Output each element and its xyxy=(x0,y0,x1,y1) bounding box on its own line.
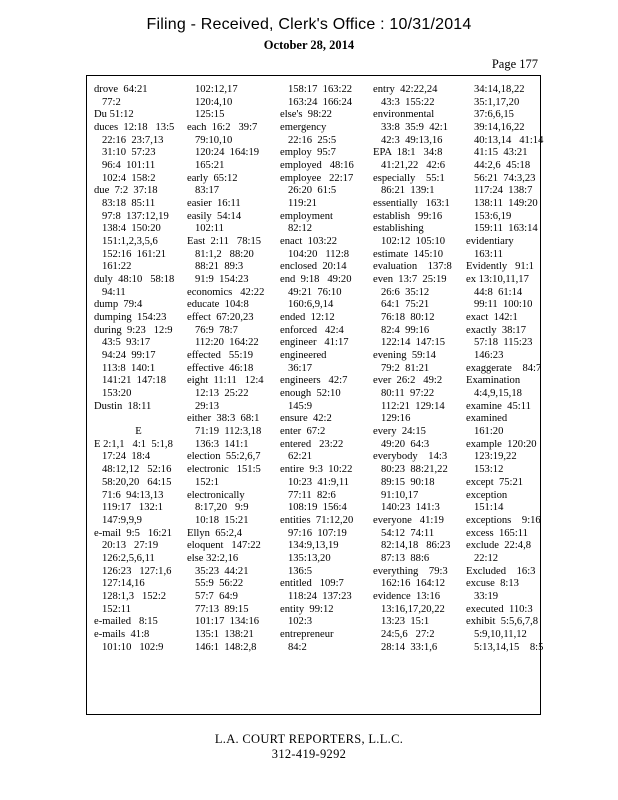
index-line: economics 42:22 xyxy=(187,286,265,298)
index-line: entered 23:22 xyxy=(280,438,344,450)
index-line: 102:12,17 xyxy=(187,84,238,95)
index-line: 20:13 27:19 xyxy=(94,540,159,552)
index-line: 151:14 xyxy=(466,502,504,514)
index-line: 119:17 132:1 xyxy=(94,502,164,514)
index-line: 84:2 xyxy=(280,641,307,653)
index-line: 24:5,6 27:2 xyxy=(373,628,435,640)
index-line: exception xyxy=(466,489,508,501)
index-line: 136:5 xyxy=(280,565,313,577)
index-line: 41:15 43:21 xyxy=(466,147,528,159)
index-column-4 xyxy=(373,84,466,714)
index-line: dump 79:4 xyxy=(94,299,143,311)
index-line: evidence 13:16 xyxy=(373,590,441,602)
index-line: 108:19 156:4 xyxy=(280,502,347,514)
index-line: enact 103:22 xyxy=(280,236,338,248)
index-line: 42:3 49:13,16 xyxy=(373,134,443,146)
index-line: everyone 41:19 xyxy=(373,514,444,526)
index-line: even 13:7 25:19 xyxy=(373,274,447,286)
index-line: 152:11 xyxy=(94,603,131,615)
index-line: 152:1 xyxy=(187,476,220,488)
index-line: 129:16 xyxy=(373,413,411,425)
index-line: 159:11 163:14 xyxy=(466,223,538,235)
index-line: 76:18 80:12 xyxy=(373,312,435,324)
index-line: 127:14,16 xyxy=(94,578,145,590)
index-line: effective 46:18 xyxy=(187,362,254,374)
index-line: exceptions 9:16 xyxy=(466,514,541,526)
index-line: 101:17 134:16 xyxy=(187,616,260,628)
index-line: 13:16,17,20,22 xyxy=(373,603,445,615)
index-line: 36:17 xyxy=(280,362,313,374)
index-line: engineers 42:7 xyxy=(280,375,348,387)
index-line: 29:13 xyxy=(187,400,220,412)
index-line: executed 110:3 xyxy=(466,603,533,615)
index-line: 119:21 xyxy=(280,198,317,210)
index-line: 165:21 xyxy=(187,160,225,172)
index-line: 163:11 xyxy=(466,248,503,260)
index-line: 64:1 75:21 xyxy=(373,299,430,311)
index-line: 43:5 93:17 xyxy=(94,337,151,349)
reporter-phone: 312-419-9292 xyxy=(271,747,347,761)
index-line: 13:23 15:1 xyxy=(373,616,430,628)
index-line: 35:23 44:21 xyxy=(187,565,249,577)
index-line: 81:1,2 88:20 xyxy=(187,248,254,260)
index-line: 153:6,19 xyxy=(466,210,512,222)
index-line: evaluation 137:8 xyxy=(373,261,452,273)
index-line: each 16:2 39:7 xyxy=(187,122,258,134)
index-line: engineered xyxy=(280,350,327,362)
index-line: easier 16:11 xyxy=(187,198,241,210)
index-line: 57:18 115:23 xyxy=(466,337,533,349)
index-line: 125:15 xyxy=(187,109,225,121)
index-line: 49:20 64:3 xyxy=(373,438,430,450)
index-line: 82:12 xyxy=(280,223,313,235)
index-line: environmental xyxy=(373,109,435,121)
index-line: engineer 41:17 xyxy=(280,337,349,349)
index-line: 35:1,17,20 xyxy=(466,96,520,108)
index-line: 102:12 105:10 xyxy=(373,236,446,248)
index-column-3 xyxy=(280,84,373,714)
index-line: 40:13,14 41:14 xyxy=(466,134,544,146)
reporter-company: L.A. COURT REPORTERS, L.L.C. xyxy=(214,732,404,746)
index-line: 62:21 xyxy=(280,451,313,463)
index-line: enforced 42:4 xyxy=(280,324,344,336)
index-line: effect 67:20,23 xyxy=(187,312,254,324)
index-line: exhibit 5:5,6,7,8 xyxy=(466,616,539,628)
index-line: 163:24 166:24 xyxy=(280,96,353,108)
index-line: 10:18 15:21 xyxy=(187,514,249,526)
index-line: establish 99:16 xyxy=(373,210,443,222)
index-line: 94:11 xyxy=(94,286,126,298)
index-line: establishing xyxy=(373,223,424,235)
index-line: 55:9 56:22 xyxy=(187,578,244,590)
index-line: 161:22 xyxy=(94,261,132,273)
index-line: 71:6 94:13,13 xyxy=(94,489,164,501)
index-line: especially 55:1 xyxy=(373,172,445,184)
index-line: 126:2,5,6,11 xyxy=(94,552,155,564)
filing-stamp: Filing - Received, Clerk's Office : 10/31/2014 xyxy=(146,16,472,33)
index-line: ever 26:2 49:2 xyxy=(373,375,443,387)
index-line: 82:4 99:16 xyxy=(373,324,430,336)
index-line: 10:23 41:9,11 xyxy=(280,476,350,488)
index-line: 17:24 18:4 xyxy=(94,451,151,463)
index-line: exclude 22:4,8 xyxy=(466,540,532,552)
index-line: employment xyxy=(280,210,333,222)
index-line: 113:8 140:1 xyxy=(94,362,156,374)
index-line: either 38:3 68:1 xyxy=(187,413,260,425)
index-line: every 24:15 xyxy=(373,426,426,438)
index-line: example 120:20 xyxy=(466,438,537,450)
index-line: 135:13,20 xyxy=(280,552,331,564)
index-line: estimate 145:10 xyxy=(373,248,444,260)
index-line: 5:13,14,15 8:5 xyxy=(466,641,544,653)
index-line: end 9:18 49:20 xyxy=(280,274,352,286)
page-number: Page 177 xyxy=(491,57,538,71)
index-line: essentially 163:1 xyxy=(373,198,450,210)
index-line: 22:16 23:7,13 xyxy=(94,134,164,146)
index-line: entry 42:22,24 xyxy=(373,84,438,95)
index-line: 5:9,10,11,12 xyxy=(466,628,527,640)
index-line: 146:23 xyxy=(466,350,504,362)
index-line: 44:2,6 45:18 xyxy=(466,160,531,172)
index-line: 138:4 150:20 xyxy=(94,223,161,235)
index-line: 112:20 164:22 xyxy=(187,337,259,349)
index-line: 97:8 137:12,19 xyxy=(94,210,169,222)
index-line: 57:7 64:9 xyxy=(187,590,238,602)
index-line: 141:21 147:18 xyxy=(94,375,167,387)
index-column-5 xyxy=(466,84,559,714)
index-column-2 xyxy=(187,84,280,714)
index-line: 88:21 89:3 xyxy=(187,261,244,273)
index-line: 91:10,17 xyxy=(373,489,419,501)
index-line: 146:1 148:2,8 xyxy=(187,641,257,653)
index-line: dumping 154:23 xyxy=(94,312,167,324)
index-line: 49:21 76:10 xyxy=(280,286,342,298)
index-line: 138:11 149:20 xyxy=(466,198,538,210)
index-line: 136:3 141:1 xyxy=(187,438,249,450)
index-line: entities 71:12,20 xyxy=(280,514,354,526)
index-line: 77:11 82:6 xyxy=(280,489,336,501)
index-line: except 75:21 xyxy=(466,476,524,488)
index-line: enclosed 20:14 xyxy=(280,261,347,273)
index-line: 83:18 85:11 xyxy=(94,198,156,210)
index-line: 160:6,9,14 xyxy=(280,299,334,311)
index-line: emergency xyxy=(280,122,327,134)
index-line: 102:11 xyxy=(187,223,224,235)
index-line: 41:21,22 42:6 xyxy=(373,160,446,172)
index-line: else's 98:22 xyxy=(280,109,332,121)
index-line: 117:24 138:7 xyxy=(466,185,533,197)
index-line: employ 95:7 xyxy=(280,147,336,159)
index-line: early 65:12 xyxy=(187,172,238,184)
index-line: easily 54:14 xyxy=(187,210,242,222)
document-date: October 28, 2014 xyxy=(263,38,355,52)
index-line: everything 79:3 xyxy=(373,565,448,577)
section-letter: E xyxy=(135,426,142,438)
index-line: exaggerate 84:7 xyxy=(466,362,542,374)
index-line: 48:12,12 52:16 xyxy=(94,464,172,476)
index-line: 140:23 141:3 xyxy=(373,502,440,514)
index-line: 4:4,9,15,18 xyxy=(466,388,522,400)
index-line: 80:23 88:21,22 xyxy=(373,464,448,476)
index-line: 126:23 127:1,6 xyxy=(94,565,172,577)
index-line: entity 99:12 xyxy=(280,603,334,615)
index-line: enough 52:10 xyxy=(280,388,341,400)
index-line: effected 55:19 xyxy=(187,350,253,362)
index-line: 82:14,18 86:23 xyxy=(373,540,451,552)
index-line: entitled 109:7 xyxy=(280,578,344,590)
index-line: eloquent 147:22 xyxy=(187,540,261,552)
index-line: Dustin 18:11 xyxy=(94,400,152,412)
index-line: 96:4 101:11 xyxy=(94,160,156,172)
index-line: eight 11:11 12:4 xyxy=(187,375,264,387)
index-line: 153:12 xyxy=(466,464,504,476)
index-line: 120:24 164:19 xyxy=(187,147,260,159)
index-line: educate 104:8 xyxy=(187,299,249,311)
index-line: 80:11 97:22 xyxy=(373,388,435,400)
index-line: ensure 42:2 xyxy=(280,413,332,425)
index-line: 33:8 35:9 42:1 xyxy=(373,122,449,134)
index-line: 120:4,10 xyxy=(187,96,233,108)
index-line: 26:20 61:5 xyxy=(280,185,337,197)
index-line: 58:20,20 64:15 xyxy=(94,476,172,488)
index-line: 128:1,3 152:2 xyxy=(94,590,167,602)
index-line: 94:24 99:17 xyxy=(94,350,156,362)
index-line: e-mailed 8:15 xyxy=(94,616,158,628)
index-line: employee 22:17 xyxy=(280,172,354,184)
index-line: 31:10 57:23 xyxy=(94,147,156,159)
index-line: 79:2 81:21 xyxy=(373,362,430,374)
index-line: 161:20 xyxy=(466,426,504,438)
index-line: 71:19 112:3,18 xyxy=(187,426,262,438)
index-line: 37:6,6,15 xyxy=(466,109,514,121)
index-line: ended 12:12 xyxy=(280,312,335,324)
index-line: Ellyn 65:2,4 xyxy=(187,527,243,539)
index-line: electronically xyxy=(187,489,245,501)
word-index-box xyxy=(86,75,544,715)
index-line: examine 45:11 xyxy=(466,400,531,412)
index-line: 28:14 33:1,6 xyxy=(373,641,438,653)
index-line: 22:12 xyxy=(466,552,499,564)
index-line: evening 59:14 xyxy=(373,350,436,362)
index-line: 33:19 xyxy=(466,590,499,602)
index-line: 153:20 xyxy=(94,388,132,400)
index-line: everybody 14:3 xyxy=(373,451,448,463)
index-line: 122:14 147:15 xyxy=(373,337,446,349)
index-line: 147:9,9,9 xyxy=(94,514,142,526)
index-line: employed 48:16 xyxy=(280,160,354,172)
index-line: enter 67:2 xyxy=(280,426,326,438)
index-line: 87:13 88:6 xyxy=(373,552,430,564)
index-line: 134:9,13,19 xyxy=(280,540,339,552)
index-line: 152:16 161:21 xyxy=(94,248,167,260)
index-line: 79:10,10 xyxy=(187,134,233,146)
index-line: duces 12:18 13:5 xyxy=(94,122,175,134)
index-line: 102:3 xyxy=(280,616,313,628)
index-column-1 xyxy=(94,84,187,714)
index-line: Du 51:12 xyxy=(94,109,134,121)
index-line: 76:9 78:7 xyxy=(187,324,238,336)
index-line: exactly 38:17 xyxy=(466,324,527,336)
index-line: 145:9 xyxy=(280,400,313,412)
index-line: 34:14,18,22 xyxy=(466,84,525,95)
index-line: 112:21 129:14 xyxy=(373,400,445,412)
index-line: 54:12 74:11 xyxy=(373,527,435,539)
index-line: 83:17 xyxy=(187,185,220,197)
index-line: 102:4 158:2 xyxy=(94,172,156,184)
index-line: 158:17 163:22 xyxy=(280,84,353,95)
index-line: 101:10 102:9 xyxy=(94,641,164,653)
index-line: due 7:2 37:18 xyxy=(94,185,158,197)
index-line: 77:2 xyxy=(94,96,121,108)
index-line: 99:11 100:10 xyxy=(466,299,533,311)
index-line: 118:24 137:23 xyxy=(280,590,352,602)
index-line: Examination xyxy=(466,375,521,387)
index-line: excess 165:11 xyxy=(466,527,528,539)
index-line: 77:13 89:15 xyxy=(187,603,249,615)
index-line: 151:1,2,3,5,6 xyxy=(94,236,158,248)
index-line: 43:3 155:22 xyxy=(373,96,435,108)
index-line: 26:6 35:12 xyxy=(373,286,430,298)
index-line: 56:21 74:3,23 xyxy=(466,172,536,184)
index-line: exact 142:1 xyxy=(466,312,518,324)
index-line: EPA 18:1 34:8 xyxy=(373,147,443,159)
index-line: 135:1 138:21 xyxy=(187,628,254,640)
index-line: 22:16 25:5 xyxy=(280,134,337,146)
index-line: Excluded 16:3 xyxy=(466,565,536,577)
index-line: excuse 8:13 xyxy=(466,578,519,590)
index-line: e-mail 9:5 16:21 xyxy=(94,527,172,539)
index-line: drove 64:21 xyxy=(94,84,148,95)
index-line: 162:16 164:12 xyxy=(373,578,446,590)
index-line: 123:19,22 xyxy=(466,451,517,463)
index-line: election 55:2,6,7 xyxy=(187,451,261,463)
index-line: 89:15 90:18 xyxy=(373,476,435,488)
index-line: Evidently 91:1 xyxy=(466,261,534,273)
index-line: 97:16 107:19 xyxy=(280,527,347,539)
index-line: East 2:11 78:15 xyxy=(187,236,262,248)
index-line: evidentiary xyxy=(466,236,514,248)
index-line: 86:21 139:1 xyxy=(373,185,435,197)
index-line: entire 9:3 10:22 xyxy=(280,464,353,476)
index-line: during 9:23 12:9 xyxy=(94,324,173,336)
index-line: else 32:2,16 xyxy=(187,552,239,564)
index-line: ex 13:10,11,17 xyxy=(466,274,529,286)
index-line: 44:8 61:14 xyxy=(466,286,523,298)
index-line: examined xyxy=(466,413,508,425)
index-line: 39:14,16,22 xyxy=(466,122,525,134)
index-line: 12:13 25:22 xyxy=(187,388,249,400)
index-line: 8:17,20 9:9 xyxy=(187,502,249,514)
index-line: e-mails 41:8 xyxy=(94,628,150,640)
index-line: E 2:1,1 4:1 5:1,8 xyxy=(94,438,173,450)
index-line: entrepreneur xyxy=(280,628,334,640)
index-line: duly 48:10 58:18 xyxy=(94,274,175,286)
index-line: electronic 151:5 xyxy=(187,464,261,476)
index-line: 91:9 154:23 xyxy=(187,274,249,286)
index-line xyxy=(94,413,183,426)
index-line: 104:20 112:8 xyxy=(280,248,350,260)
